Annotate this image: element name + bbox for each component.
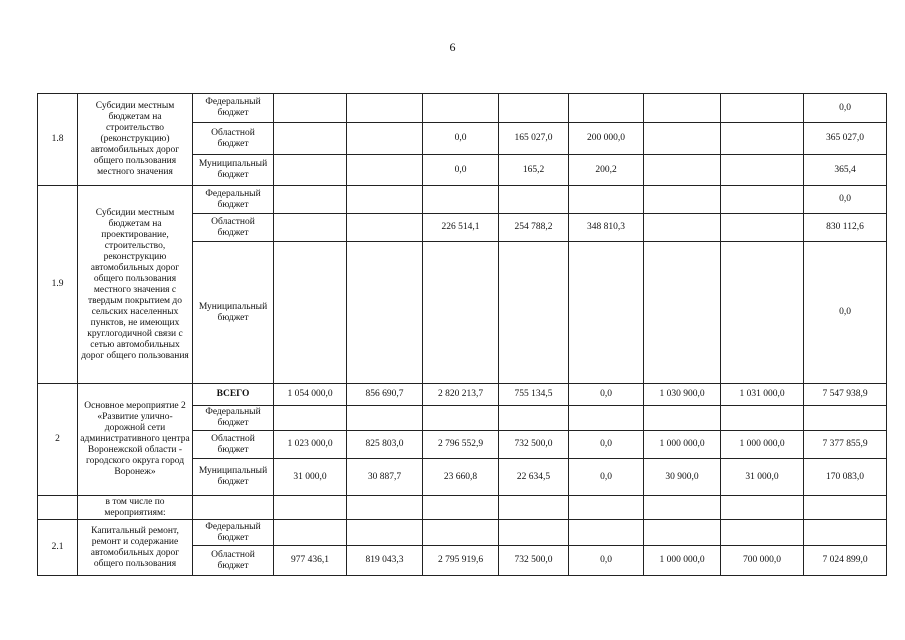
cell-total: 7 024 899,0 [804, 546, 887, 576]
cell-value: 30 887,7 [347, 459, 423, 496]
cell-value [569, 520, 644, 546]
cell-total [804, 406, 887, 431]
cell-value [721, 123, 804, 155]
cell-value [274, 520, 347, 546]
cell-total: 7 547 938,9 [804, 384, 887, 406]
cell-value: 1 031 000,0 [721, 384, 804, 406]
cell-value [347, 406, 423, 431]
cell-value [644, 214, 721, 242]
row-code: 1.8 [38, 94, 78, 186]
cell-value [274, 406, 347, 431]
table-row [38, 186, 887, 214]
budget-source: Муниципальный бюджет [193, 242, 274, 384]
cell-value: 200 000,0 [569, 123, 644, 155]
row-code: 1.9 [38, 186, 78, 384]
row-description: Субсидии местным бюджетам на проектирование, строительство, реконструкцию автомобильных дорог общего пользования местного значения с твердым покрытием до сельских населенных пунктов, не имеющих круглогодичной связи с сетью автомобильных дорог общего пользования [78, 186, 193, 384]
cell-value [644, 520, 721, 546]
cell-value [721, 94, 804, 123]
cell-value: 819 043,3 [347, 546, 423, 576]
cell-value: 165,2 [499, 155, 569, 186]
cell-value [347, 186, 423, 214]
cell-value: 200,2 [569, 155, 644, 186]
cell-value: 2 795 919,6 [423, 546, 499, 576]
cell-value [569, 242, 644, 384]
row-code [38, 496, 78, 520]
cell-total: 830 112,6 [804, 214, 887, 242]
cell-value [274, 496, 347, 520]
cell-value: 1 030 900,0 [644, 384, 721, 406]
cell-value: 825 803,0 [347, 431, 423, 459]
cell-value [644, 496, 721, 520]
financing-table [37, 93, 887, 576]
cell-value [644, 242, 721, 384]
cell-value: 0,0 [423, 123, 499, 155]
cell-value [721, 214, 804, 242]
cell-value [499, 186, 569, 214]
cell-value [721, 186, 804, 214]
cell-value: 31 000,0 [274, 459, 347, 496]
cell-value [721, 496, 804, 520]
budget-source: Областной бюджет [193, 431, 274, 459]
cell-value: 2 796 552,9 [423, 431, 499, 459]
cell-value: 1 054 000,0 [274, 384, 347, 406]
cell-value: 226 514,1 [423, 214, 499, 242]
table-row [38, 384, 887, 406]
cell-value [423, 186, 499, 214]
cell-value: 0,0 [423, 155, 499, 186]
cell-total: 170 083,0 [804, 459, 887, 496]
cell-value [721, 155, 804, 186]
budget-source: Областной бюджет [193, 546, 274, 576]
cell-value: 700 000,0 [721, 546, 804, 576]
cell-value [274, 155, 347, 186]
row-description: Капитальный ремонт, ремонт и содержание автомобильных дорог общего пользования [78, 520, 193, 576]
budget-source: Областной бюджет [193, 123, 274, 155]
cell-value [569, 186, 644, 214]
cell-value: 30 900,0 [644, 459, 721, 496]
row-description: Субсидии местным бюджетам на строительство (реконструкцию) автомобильных дорог общего пользования местного значения [78, 94, 193, 186]
cell-value: 1 023 000,0 [274, 431, 347, 459]
cell-total: 7 377 855,9 [804, 431, 887, 459]
budget-source: ВСЕГО [193, 384, 274, 406]
cell-value: 0,0 [569, 384, 644, 406]
row-description: в том числе по мероприятиям: [78, 496, 193, 520]
budget-source: Федеральный бюджет [193, 186, 274, 214]
cell-total [804, 520, 887, 546]
cell-value [644, 155, 721, 186]
budget-source: Федеральный бюджет [193, 94, 274, 123]
row-code: 2 [38, 384, 78, 496]
cell-value [721, 406, 804, 431]
cell-total [804, 496, 887, 520]
cell-value [274, 242, 347, 384]
cell-value: 856 690,7 [347, 384, 423, 406]
budget-source [193, 496, 274, 520]
cell-value: 254 788,2 [499, 214, 569, 242]
cell-total: 0,0 [804, 242, 887, 384]
cell-value [274, 123, 347, 155]
cell-value [499, 94, 569, 123]
cell-value: 1 000 000,0 [721, 431, 804, 459]
cell-value [644, 123, 721, 155]
cell-value: 31 000,0 [721, 459, 804, 496]
cell-value [721, 242, 804, 384]
cell-value [644, 186, 721, 214]
cell-value [721, 520, 804, 546]
cell-value: 1 000 000,0 [644, 546, 721, 576]
cell-value [274, 214, 347, 242]
cell-total: 365 027,0 [804, 123, 887, 155]
cell-value [423, 242, 499, 384]
page-number: 6 [449, 40, 456, 54]
cell-value [347, 123, 423, 155]
cell-value [499, 496, 569, 520]
budget-source: Областной бюджет [193, 214, 274, 242]
budget-source: Муниципальный бюджет [193, 459, 274, 496]
cell-value: 1 000 000,0 [644, 431, 721, 459]
cell-value [423, 406, 499, 431]
table-row [38, 94, 887, 123]
cell-value: 348 810,3 [569, 214, 644, 242]
cell-value: 165 027,0 [499, 123, 569, 155]
cell-value [499, 242, 569, 384]
cell-value [347, 520, 423, 546]
cell-value: 2 820 213,7 [423, 384, 499, 406]
cell-value: 977 436,1 [274, 546, 347, 576]
cell-value [347, 214, 423, 242]
cell-total: 0,0 [804, 94, 887, 123]
table-row [38, 520, 887, 546]
cell-value [274, 186, 347, 214]
cell-value [347, 242, 423, 384]
row-description: Основное мероприятие 2 «Развитие улично-дорожной сети административного центра Воронежской области - городского округа город Воронеж» [78, 384, 193, 496]
cell-value: 22 634,5 [499, 459, 569, 496]
cell-value: 0,0 [569, 431, 644, 459]
cell-value [499, 520, 569, 546]
row-code: 2.1 [38, 520, 78, 576]
cell-total: 365,4 [804, 155, 887, 186]
budget-source: Муниципальный бюджет [193, 155, 274, 186]
cell-value: 732 500,0 [499, 431, 569, 459]
cell-value [423, 94, 499, 123]
cell-value [569, 406, 644, 431]
cell-value [274, 94, 347, 123]
cell-value: 0,0 [569, 546, 644, 576]
cell-value [347, 155, 423, 186]
cell-value [569, 94, 644, 123]
cell-value [499, 406, 569, 431]
budget-source: Федеральный бюджет [193, 406, 274, 431]
cell-value [347, 94, 423, 123]
cell-value: 732 500,0 [499, 546, 569, 576]
cell-value: 755 134,5 [499, 384, 569, 406]
cell-value [569, 496, 644, 520]
budget-source: Федеральный бюджет [193, 520, 274, 546]
cell-value: 23 660,8 [423, 459, 499, 496]
cell-value [644, 406, 721, 431]
table-row [38, 496, 887, 520]
cell-value [347, 496, 423, 520]
cell-total: 0,0 [804, 186, 887, 214]
cell-value: 0,0 [569, 459, 644, 496]
cell-value [644, 94, 721, 123]
cell-value [423, 496, 499, 520]
cell-value [423, 520, 499, 546]
